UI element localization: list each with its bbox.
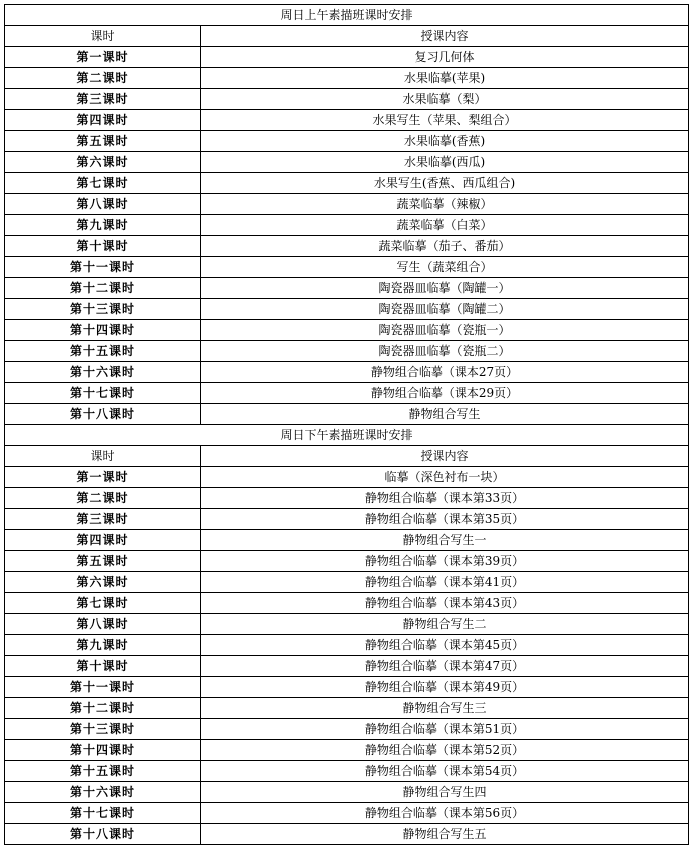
lesson-cell: 第十二课时 [5, 698, 201, 719]
lesson-cell: 第十二课时 [5, 278, 201, 299]
table-row [5, 572, 689, 593]
table-row [5, 131, 689, 152]
content-cell: 静物组合临摹（课本第47页） [201, 656, 689, 677]
content-cell: 陶瓷器皿临摹（瓷瓶二） [201, 341, 689, 362]
table-row [5, 614, 689, 635]
table-row [5, 173, 689, 194]
lesson-cell: 第十五课时 [5, 761, 201, 782]
section-title-row [5, 5, 689, 26]
table-row [5, 257, 689, 278]
table-row [5, 782, 689, 803]
lesson-cell: 第十八课时 [5, 404, 201, 425]
header-row [5, 446, 689, 467]
content-cell: 静物组合写生三 [201, 698, 689, 719]
content-cell: 蔬菜临摹（茄子、番茄） [201, 236, 689, 257]
table-row [5, 719, 689, 740]
table-row [5, 593, 689, 614]
section-title-row [5, 425, 689, 446]
table-row [5, 383, 689, 404]
table-row [5, 656, 689, 677]
column-header-content: 授课内容 [201, 446, 689, 467]
lesson-cell: 第十四课时 [5, 320, 201, 341]
table-row [5, 488, 689, 509]
content-cell: 静物组合临摹（课本第43页） [201, 593, 689, 614]
lesson-cell: 第十七课时 [5, 383, 201, 404]
section-title: 周日上午素描班课时安排 [5, 5, 689, 26]
lesson-cell: 第十三课时 [5, 719, 201, 740]
lesson-cell: 第九课时 [5, 215, 201, 236]
table-row [5, 530, 689, 551]
lesson-cell: 第十六课时 [5, 782, 201, 803]
table-row [5, 698, 689, 719]
content-cell: 静物组合写生一 [201, 530, 689, 551]
lesson-cell: 第六课时 [5, 152, 201, 173]
content-cell: 静物组合临摹（课本第54页） [201, 761, 689, 782]
lesson-cell: 第十四课时 [5, 740, 201, 761]
lesson-cell: 第十七课时 [5, 803, 201, 824]
content-cell: 水果临摹(香蕉) [201, 131, 689, 152]
table-row [5, 509, 689, 530]
table-row [5, 236, 689, 257]
lesson-cell: 第七课时 [5, 173, 201, 194]
lesson-cell: 第二课时 [5, 488, 201, 509]
content-cell: 水果写生（苹果、梨组合） [201, 110, 689, 131]
lesson-cell: 第三课时 [5, 89, 201, 110]
table-row [5, 635, 689, 656]
content-cell: 静物组合写生五 [201, 824, 689, 845]
table-row [5, 824, 689, 845]
table-row [5, 152, 689, 173]
table-row [5, 299, 689, 320]
content-cell: 陶瓷器皿临摹（陶罐二） [201, 299, 689, 320]
lesson-cell: 第八课时 [5, 614, 201, 635]
content-cell: 陶瓷器皿临摹（陶罐一） [201, 278, 689, 299]
lesson-cell: 第九课时 [5, 635, 201, 656]
lesson-cell: 第五课时 [5, 131, 201, 152]
table-row [5, 341, 689, 362]
table-row [5, 467, 689, 488]
content-cell: 水果临摹（梨） [201, 89, 689, 110]
content-cell: 静物组合临摹（课本第49页） [201, 677, 689, 698]
content-cell: 静物组合临摹（课本第35页） [201, 509, 689, 530]
lesson-cell: 第七课时 [5, 593, 201, 614]
lesson-cell: 第四课时 [5, 110, 201, 131]
lesson-cell: 第四课时 [5, 530, 201, 551]
content-cell: 写生（蔬菜组合） [201, 257, 689, 278]
content-cell: 蔬菜临摹（白菜） [201, 215, 689, 236]
content-cell: 静物组合临摹（课本第41页） [201, 572, 689, 593]
table-row [5, 194, 689, 215]
table-row [5, 47, 689, 68]
table-row [5, 68, 689, 89]
lesson-cell: 第八课时 [5, 194, 201, 215]
table-row [5, 215, 689, 236]
lesson-cell: 第一课时 [5, 47, 201, 68]
lesson-cell: 第十八课时 [5, 824, 201, 845]
column-header-content: 授课内容 [201, 26, 689, 47]
content-cell: 静物组合写生 [201, 404, 689, 425]
table-row [5, 404, 689, 425]
table-row [5, 803, 689, 824]
lesson-cell: 第十一课时 [5, 257, 201, 278]
content-cell: 静物组合临摹（课本第45页） [201, 635, 689, 656]
column-header-lesson: 课时 [5, 26, 201, 47]
content-cell: 水果临摹(西瓜) [201, 152, 689, 173]
section-title: 周日下午素描班课时安排 [5, 425, 689, 446]
table-row [5, 110, 689, 131]
table-row [5, 278, 689, 299]
content-cell: 水果写生(香蕉、西瓜组合) [201, 173, 689, 194]
content-cell: 临摹（深色衬布一块） [201, 467, 689, 488]
schedule-table [4, 4, 689, 845]
content-cell: 静物组合临摹（课本第51页） [201, 719, 689, 740]
content-cell: 静物组合临摹（课本第39页） [201, 551, 689, 572]
table-row [5, 551, 689, 572]
table-row [5, 362, 689, 383]
lesson-cell: 第十一课时 [5, 677, 201, 698]
table-row [5, 89, 689, 110]
lesson-cell: 第六课时 [5, 572, 201, 593]
content-cell: 静物组合临摹（课本27页） [201, 362, 689, 383]
content-cell: 静物组合写生二 [201, 614, 689, 635]
column-header-lesson: 课时 [5, 446, 201, 467]
lesson-cell: 第二课时 [5, 68, 201, 89]
table-row [5, 677, 689, 698]
lesson-cell: 第十五课时 [5, 341, 201, 362]
lesson-cell: 第三课时 [5, 509, 201, 530]
lesson-cell: 第五课时 [5, 551, 201, 572]
table-row [5, 761, 689, 782]
lesson-cell: 第十课时 [5, 656, 201, 677]
schedule-table-body [5, 5, 689, 845]
content-cell: 蔬菜临摹（辣椒） [201, 194, 689, 215]
content-cell: 静物组合临摹（课本29页） [201, 383, 689, 404]
content-cell: 静物组合写生四 [201, 782, 689, 803]
content-cell: 静物组合临摹（课本第56页） [201, 803, 689, 824]
table-row [5, 320, 689, 341]
lesson-cell: 第十三课时 [5, 299, 201, 320]
content-cell: 陶瓷器皿临摹（瓷瓶一） [201, 320, 689, 341]
lesson-cell: 第一课时 [5, 467, 201, 488]
header-row [5, 26, 689, 47]
content-cell: 静物组合临摹（课本第52页） [201, 740, 689, 761]
lesson-cell: 第十课时 [5, 236, 201, 257]
table-row [5, 740, 689, 761]
content-cell: 静物组合临摹（课本第33页） [201, 488, 689, 509]
content-cell: 复习几何体 [201, 47, 689, 68]
content-cell: 水果临摹(苹果) [201, 68, 689, 89]
lesson-cell: 第十六课时 [5, 362, 201, 383]
